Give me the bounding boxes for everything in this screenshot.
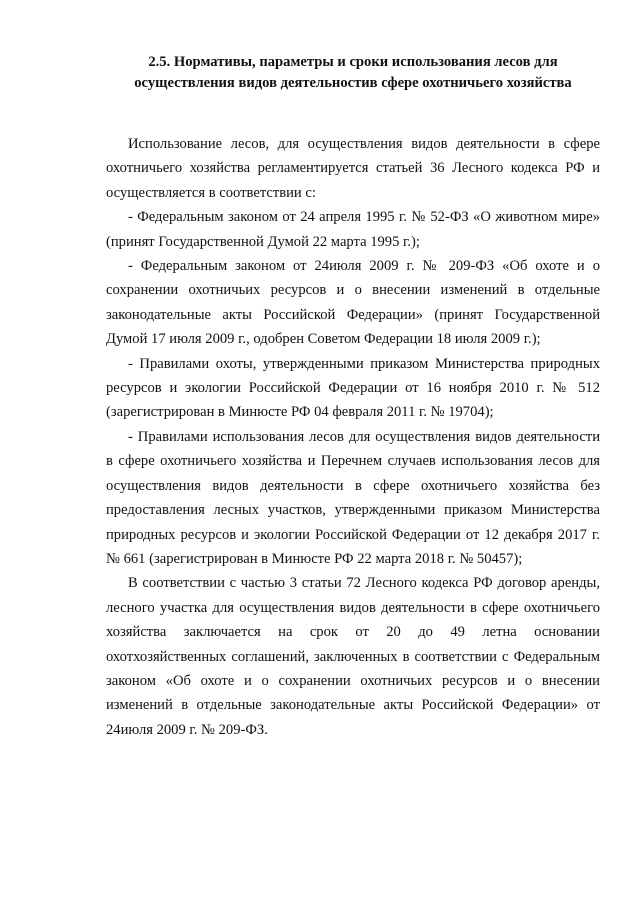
list-item-law-52fz: - Федеральным законом от 24 апреля 1995 г. № 52-ФЗ «О животном мире» (принят Государственной Думой 22 марта 1995 г.); xyxy=(106,209,600,250)
section-heading-line-2: осуществления видов деятельностив сфере охотничьего хозяйства xyxy=(134,75,572,91)
lease-term-paragraph: В соответствии с частью 3 статьи 72 Лесного кодекса РФ договор аренды, лесного участка для осуществления видов деятельности в сфере охотничьего хозяйства заключается на срок от 20 до 49 летна основании охотхозяйственных соглашений, заключенных в соответствии с Федеральным законом «Об охоте и о сохранении охотничьих ресурсов и о внесении изменений в отдельные законодательные акты Российской Федерации» от 24июля 2009 г. № 209-ФЗ. xyxy=(106,575,600,738)
list-item-law-209fz: - Федеральным законом от 24июля 2009 г. № 209-ФЗ «Об охоте и о сохранении охотничьих ресурсов и о внесении изменений в отдельные законодательные акты Российской Федерации» (принят Государственной Думой 17 июля 2009 г., одобрен Советом Федерации 18 июля 2009 г.); xyxy=(106,258,600,348)
list-item-forest-use-rules: - Правилами использования лесов для осуществления видов деятельности в сфере охотничьего хозяйства и Перечнем случаев использования лесов для осуществления видов деятельности в сфере охотничьего хозяйства без предоставления лесных участков, утвержденными приказом Министерства природных ресурсов и экологии Российской Федерации от 12 декабря 2017 г. № 661 (зарегистрирован в Минюсте РФ 22 марта 2018 г. № 50457); xyxy=(106,428,600,567)
list-item-hunting-rules: - Правилами охоты, утвержденными приказом Министерства природных ресурсов и экологии Российской Федерации от 16 ноября 2010 г. № 512 (зарегистрирован в Минюсте РФ 04 февраля 2011 г. № 19704); xyxy=(106,355,600,421)
intro-paragraph: Использование лесов, для осуществления видов деятельности в сфере охотничьего хозяйства регламентируется статьей 36 Лесного кодекса РФ и осуществляется в соответствии с: xyxy=(106,136,600,201)
section-heading xyxy=(106,52,600,94)
document-page xyxy=(106,52,600,742)
section-heading-line-1: 2.5. Нормативы, параметры и сроки использования лесов для xyxy=(148,54,558,70)
